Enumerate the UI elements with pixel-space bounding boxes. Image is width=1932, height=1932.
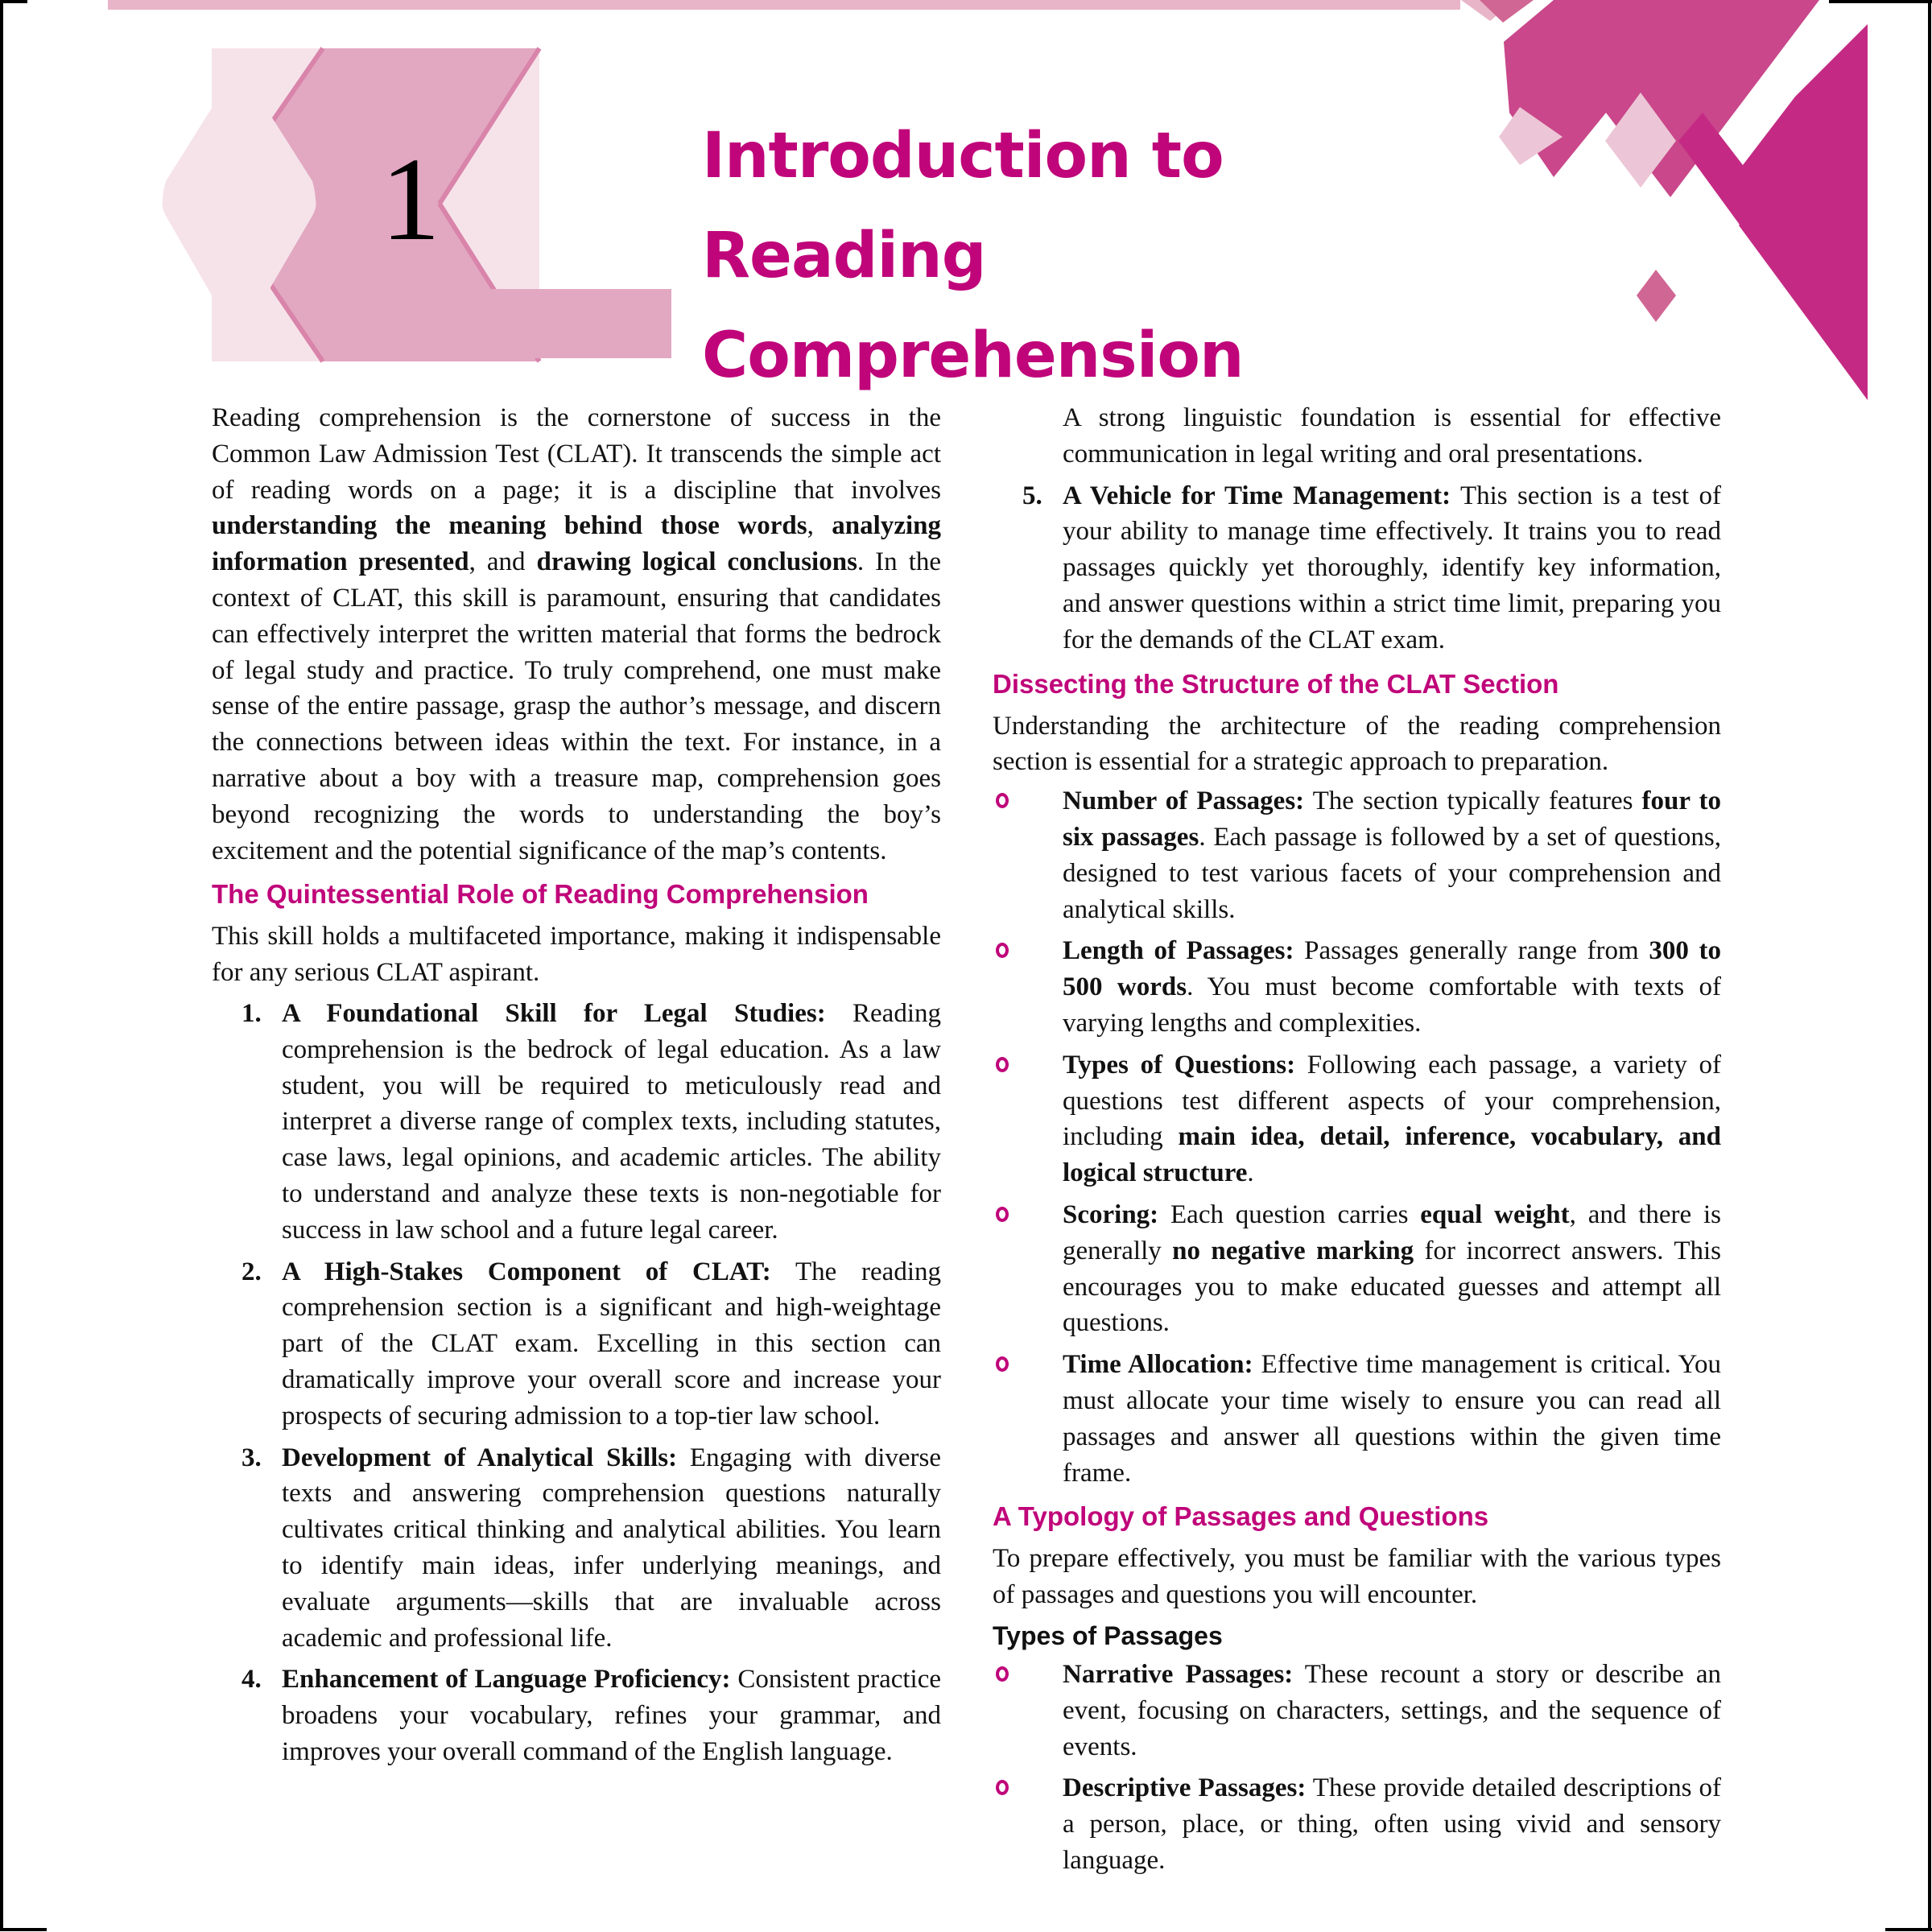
hollow-circle-bullet-icon bbox=[996, 1057, 1009, 1072]
section-heading-typology: A Typology of Passages and Questions bbox=[993, 1501, 1489, 1532]
chapter-title bbox=[702, 106, 1523, 406]
list-item-text: Reading comprehension is the bedrock of legal education. As a law student, you will be required to meticulously read and interpret a diverse range of complex texts, including statutes, case laws, legal opinions, and academic articles. The ability to understand and analyze these texts is non-negotiable for success in law school and a future legal career. bbox=[282, 998, 941, 1245]
section-heading-quintessential-role: The Quintessential Role of Reading Comprehension bbox=[212, 879, 869, 910]
section-intro-paragraph: This skill holds a multifaceted importance, making it indispensable for any serious CLAT aspirant. bbox=[212, 922, 941, 988]
list-item-title: A Foundational Skill for Legal Studies: bbox=[282, 998, 826, 1028]
list-item-text: A strong linguistic foundation is essential for effective communication in legal writing and oral presentations. bbox=[1063, 403, 1721, 469]
hollow-circle-bullet-icon bbox=[996, 1780, 1009, 1795]
crop-mark-bottom-left-h bbox=[0, 1928, 47, 1931]
list-item-text: This section is a test of your ability to manage time effectively. It trains you to read passages quickly yet thoroughly, identify key information, and answer questions within a strict time limit, preparing you for the demands of the CLAT exam. bbox=[1063, 481, 1721, 654]
list-item-analytical-skills bbox=[212, 1440, 941, 1657]
intro-paragraph: Reading comprehension is the cornerstone of success in the Common Law Admission Test (CLAT). It transcends the simple act of reading words on a page; it is a discipline that involves understanding the meaning behind those words, analyzing information presented, and drawing logical conclusions. In the context of CLAT, this skill is paramount, ensuring that candidates can effectively interpret the written material that forms the bedrock of legal study and practice. To truly comprehend, one must make sense of the entire passage, grasp the author’s message, and discern the connections between ideas within the text. For instance, in a narrative about a boy with a treasure map, comprehension goes beyond recognizing the words to understanding the boy’s excitement and the potential significance of the map’s contents. bbox=[212, 403, 942, 865]
list-item-text: The reading comprehension section is a significant and high-weightage part of the CLAT exam. Excelling in this section can dramatically improve your overall score and increase your prospects of securing admission to a top-tier law school. bbox=[282, 1257, 941, 1430]
passage-types-bullet-list bbox=[993, 1657, 1721, 1879]
list-number: 5. bbox=[1022, 481, 1042, 510]
left-column bbox=[212, 400, 941, 1776]
chapter-number: 1 bbox=[381, 134, 440, 266]
bullet-item-number-of-passages: Number of Passages: The section typically features four to six passages. Each passage is followed by a set of questions, designed to test various facets of your comprehension and analytical skills. bbox=[993, 783, 1721, 927]
right-column bbox=[993, 400, 1721, 1885]
section-intro-paragraph: Understanding the architecture of the reading comprehension section is essential for a strategic approach to preparation. bbox=[993, 711, 1721, 777]
list-number: 3. bbox=[242, 1443, 262, 1472]
chapter-title-text: Introduction to Reading Comprehension bbox=[702, 120, 1244, 392]
list-number: 4. bbox=[242, 1665, 262, 1695]
list-item-foundational-skill bbox=[212, 996, 941, 1249]
subheading-types-of-passages: Types of Passages bbox=[993, 1620, 1223, 1650]
hollow-circle-bullet-icon bbox=[996, 793, 1009, 808]
list-item-high-stakes bbox=[212, 1254, 941, 1435]
hollow-circle-bullet-icon bbox=[996, 1207, 1009, 1222]
section-intro-paragraph: To prepare effectively, you must be familiar with the various types of passages and questions you will encounter. bbox=[993, 1544, 1721, 1610]
list-item-title: A Vehicle for Time Management: bbox=[1063, 481, 1451, 510]
list-item-language-proficiency bbox=[212, 1662, 941, 1769]
bullet-item-length-of-passages: Length of Passages: Passages generally range from 300 to 500 words. You must become comfortable with texts of varying lengths and complexities. bbox=[993, 933, 1721, 1041]
list-number: 2. bbox=[242, 1257, 262, 1286]
bullet-item-descriptive-passages: Descriptive Passages: These provide detailed descriptions of a person, place, or thing, often using vivid and sensory language. bbox=[993, 1770, 1721, 1878]
list-item-language-proficiency-continued bbox=[993, 400, 1721, 473]
list-item-title: Development of Analytical Skills: bbox=[282, 1443, 678, 1472]
list-item-text: Consistent practice broadens your vocabulary, refines your grammar, and improves your overall command of the English language. bbox=[282, 1665, 941, 1766]
list-number: 1. bbox=[242, 998, 262, 1028]
importance-numbered-list bbox=[212, 996, 941, 1770]
list-item-text: Engaging with diverse texts and answering comprehension questions naturally cultivates critical thinking and analytical abilities. You learn to identify main ideas, infer underlying meanings, and evaluate arguments—skills that are invaluable across academic and professional life. bbox=[282, 1443, 941, 1653]
bullet-item-narrative-passages: Narrative Passages: These recount a story or describe an event, focusing on characters, settings, and the sequence of events. bbox=[993, 1657, 1721, 1765]
importance-numbered-list-continued bbox=[993, 400, 1721, 658]
structure-bullet-list bbox=[993, 783, 1721, 1491]
hollow-circle-bullet-icon bbox=[996, 1356, 1009, 1372]
section-heading-clat-structure: Dissecting the Structure of the CLAT Section bbox=[993, 668, 1559, 699]
list-item-title: A High-Stakes Component of CLAT: bbox=[282, 1257, 771, 1286]
list-item-title: Enhancement of Language Proficiency: bbox=[282, 1665, 731, 1695]
bullet-item-types-of-questions: Types of Questions: Following each passage, a variety of questions test different aspects of your comprehension, including main idea, detail, inference, vocabulary, and logical structure. bbox=[993, 1047, 1721, 1191]
bullet-item-scoring: Scoring: Each question carries equal weight, and there is generally no negative marking for incorrect answers. This encourages you to make educated guesses and attempt all questions. bbox=[993, 1197, 1721, 1341]
list-item-time-management bbox=[993, 478, 1721, 658]
bullet-item-time-allocation: Time Allocation: Effective time management is critical. You must allocate your time wisely to ensure you can read all passages and answer all questions within the given time frame. bbox=[993, 1347, 1721, 1491]
hollow-circle-bullet-icon bbox=[996, 1666, 1009, 1682]
hollow-circle-bullet-icon bbox=[996, 943, 1009, 958]
crop-mark-bottom-right-h bbox=[1885, 1928, 1932, 1931]
